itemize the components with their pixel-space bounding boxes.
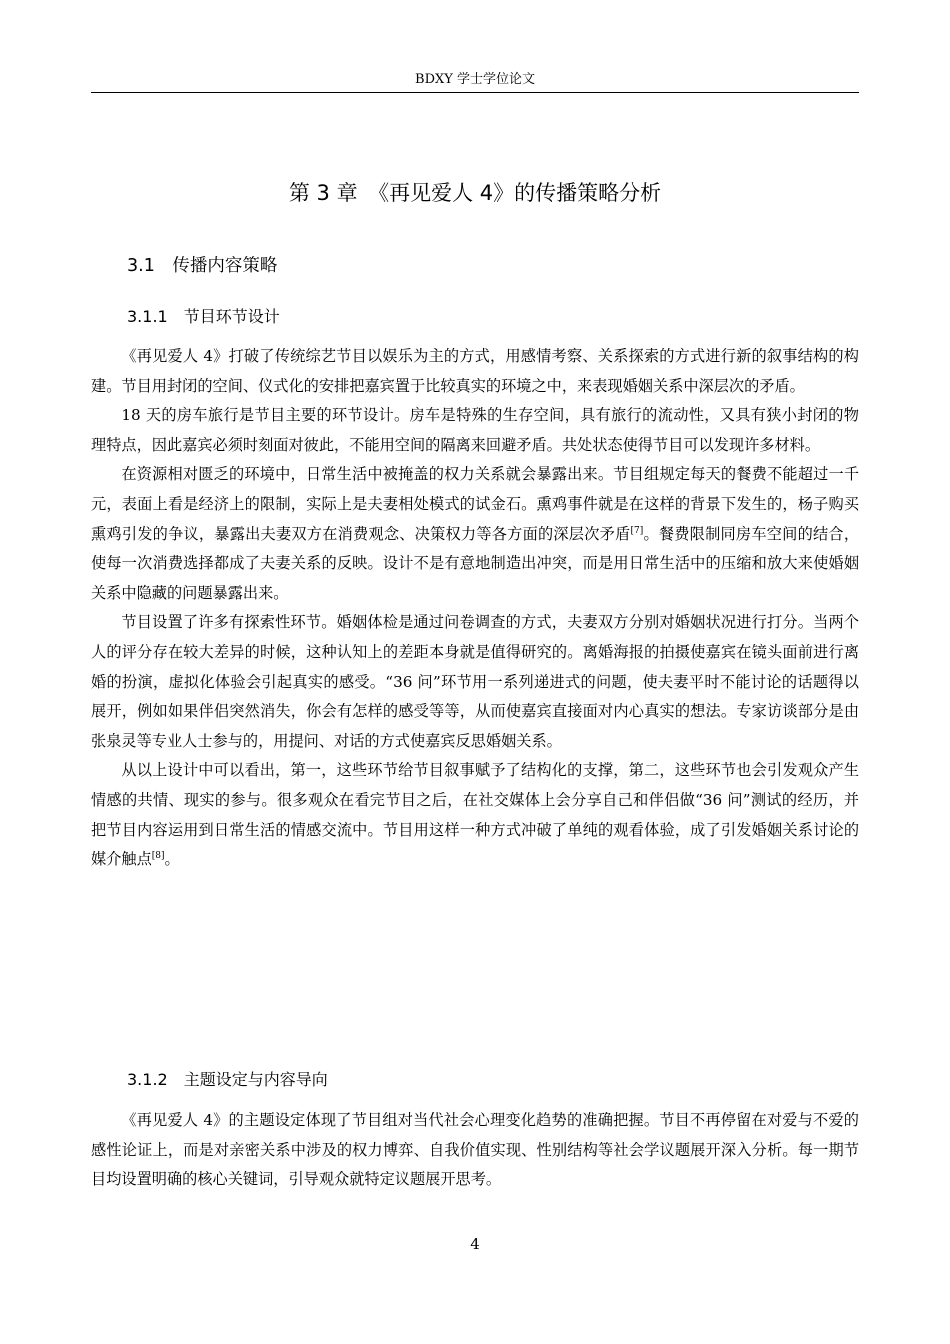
paragraph-text: 在资源相对匮乏的环境中，日常生活中被掩盖的权力关系就会暴露出来。节目组规定每天的餐费不能超过一千元，表面上看是经济上的限制，实际上是夫妻相处模式的试金石。熏鸡事件就是在这样的背景下发生的，杨子购买熏鸡引发的争议，暴露出夫妻双方在消费观念、决策权力等各方面的深层次矛盾 bbox=[91, 465, 859, 543]
paragraph bbox=[91, 756, 859, 874]
paragraph bbox=[91, 460, 859, 608]
header-rule bbox=[91, 92, 859, 93]
subsection-number: 3.1.1 bbox=[127, 307, 168, 326]
section-number: 3.1 bbox=[127, 256, 155, 276]
subsection-heading bbox=[127, 303, 280, 331]
subsection-body bbox=[91, 342, 859, 875]
running-header: BDXY 学士学位论文 bbox=[415, 72, 535, 87]
subsection-title: 节目环节设计 bbox=[183, 307, 280, 326]
citation-ref: [8] bbox=[151, 851, 165, 862]
chapter-title: 第 3 章 《再见爱人 4》的传播策略分析 bbox=[288, 181, 662, 205]
subsection-heading bbox=[127, 1066, 328, 1094]
paragraph-text: 。 bbox=[164, 850, 180, 869]
subsection-number: 3.1.2 bbox=[127, 1070, 168, 1089]
section-title: 传播内容策略 bbox=[172, 256, 278, 276]
paragraph-text: 从以上设计中可以看出，第一，这些环节给节目叙事赋予了结构化的支撑，第二，这些环节也会引发观众产生情感的共情、现实的参与。很多观众在看完节目之后，在社交媒体上会分享自己和伴侣做“36 问”测试的经历，并把节目内容运用到日常生活的情感交流中。节目用这样一种方式冲破了单纯的观看体验，成了引发婚姻关系讨论的媒介触点 bbox=[91, 761, 859, 869]
subsection-body bbox=[91, 1106, 859, 1195]
page-number: 4 bbox=[470, 1235, 480, 1253]
section-heading bbox=[127, 252, 277, 280]
subsection-title: 主题设定与内容导向 bbox=[183, 1070, 328, 1089]
paragraph: 节目设置了许多有探索性环节。婚姻体检是通过问卷调查的方式，夫妻双方分别对婚姻状况进行打分。当两个人的评分存在较大差异的时候，这种认知上的差距本身就是值得研究的。离婚海报的拍摄使嘉宾在镜头面前进行离婚的扮演，虚拟化体验会引起真实的感受。“36 问”环节用一系列递进式的问题，使夫妻平时不能讨论的话题得以展开，例如如果伴侣突然消失，你会有怎样的感受等等，从而使嘉宾直接面对内心真实的想法。专家访谈部分是由张泉灵等专业人士参与的，用提问、对话的方式使嘉宾反思婚姻关系。 bbox=[91, 613, 859, 750]
paragraph: 18 天的房车旅行是节目主要的环节设计。房车是特殊的生存空间，具有旅行的流动性，又具有狭小封闭的物理特点，因此嘉宾必须时刻面对彼此，不能用空间的隔离来回避矛盾。共处状态使得节目可以发现许多材料。 bbox=[91, 406, 859, 454]
citation-ref: [7] bbox=[630, 525, 644, 536]
paragraph: 《再见爱人 4》打破了传统综艺节目以娱乐为主的方式，用感情考察、关系探索的方式进行新的叙事结构的构建。节目用封闭的空间、仪式化的安排把嘉宾置于比较真实的环境之中，来表现婚姻关系中深层次的矛盾。 bbox=[91, 347, 859, 395]
paragraph-text: 。餐费限制同房车空间的结合，使每一次消费选择都成了夫妻关系的反映。设计不是有意地制造出冲突，而是用日常生活中的压缩和放大来使婚姻关系中隐藏的问题暴露出来。 bbox=[91, 524, 860, 602]
paragraph: 《再见爱人 4》的主题设定体现了节目组对当代社会心理变化趋势的准确把握。节目不再停留在对爱与不爱的感性论证上，而是对亲密关系中涉及的权力博弈、自我价值实现、性别结构等社会学议题展开深入分析。每一期节目均设置明确的核心关键词，引导观众就特定议题展开思考。 bbox=[91, 1111, 859, 1189]
